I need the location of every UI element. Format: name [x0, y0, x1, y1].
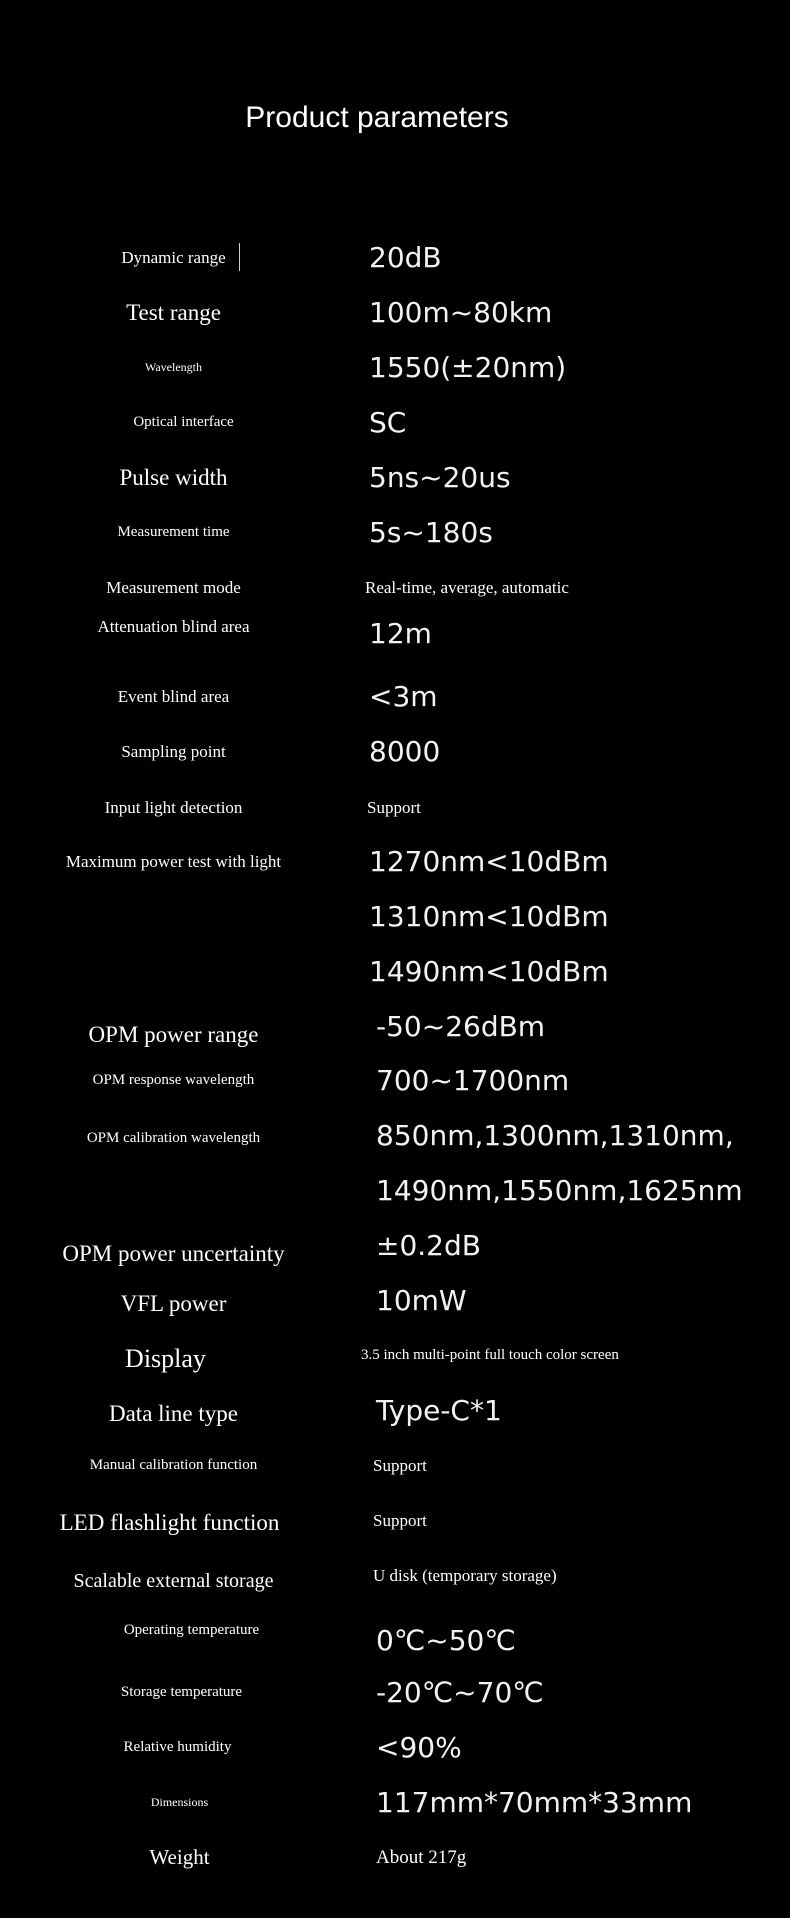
- table-row: [0, 1328, 790, 1383]
- param-value: 3.5 inch multi-point full touch color screen: [361, 1347, 619, 1363]
- param-value: 850nm,1300nm,1310nm,: [376, 1119, 734, 1152]
- page-title: Product parameters: [245, 101, 509, 134]
- param-value: Support: [373, 1456, 427, 1475]
- table-row: [0, 1493, 790, 1548]
- param-value: 10mW: [376, 1284, 467, 1317]
- param-value: 1490nm<10dBm: [369, 955, 609, 988]
- table-row: [0, 285, 790, 340]
- param-label: Wavelength: [144, 360, 202, 374]
- param-value: 117mm*70mm*33mm: [376, 1786, 693, 1819]
- param-value: 12m: [369, 617, 432, 650]
- table-row: [0, 1548, 790, 1603]
- param-label: Input light detection: [104, 798, 243, 817]
- table-row: [0, 1053, 790, 1108]
- param-label: Relative humidity: [123, 1739, 232, 1755]
- table-row: [0, 1438, 790, 1493]
- param-value: Type-C*1: [376, 1394, 502, 1427]
- param-label: Operating temperature: [123, 1622, 260, 1638]
- table-row: [0, 889, 790, 944]
- param-value: SC: [369, 406, 407, 439]
- table-row: [0, 780, 790, 835]
- param-label: Maximum power test with light: [65, 852, 282, 871]
- param-value: 0℃~50℃: [376, 1624, 516, 1657]
- table-row: [0, 1775, 790, 1830]
- table-row: [0, 1720, 790, 1775]
- param-label: [0, 889, 347, 944]
- param-label: OPM power range: [88, 1022, 259, 1047]
- param-label: Optical interface: [133, 414, 234, 430]
- param-label: OPM calibration wavelength: [86, 1130, 261, 1146]
- table-row: [0, 1665, 790, 1720]
- param-label: OPM response wavelength: [92, 1072, 255, 1088]
- table-row: [0, 1273, 790, 1328]
- param-label: Pulse width: [119, 465, 228, 490]
- param-value: About 217g: [376, 1847, 467, 1868]
- param-label: VFL power: [120, 1291, 227, 1316]
- param-label: Data line type: [108, 1401, 238, 1426]
- param-label: Sampling point: [121, 742, 226, 761]
- param-label: Manual calibration function: [89, 1457, 258, 1473]
- param-label: OPM power uncertainty: [62, 1241, 285, 1266]
- param-value: -20℃~70℃: [376, 1676, 544, 1709]
- param-label: Attenuation blind area: [97, 617, 250, 636]
- param-value: 1550(±20nm): [369, 351, 567, 384]
- param-value: Support: [373, 1511, 427, 1530]
- param-label: Scalable external storage: [73, 1570, 274, 1592]
- param-value: 5s~180s: [369, 516, 493, 549]
- param-value: <3m: [369, 680, 438, 713]
- table-row: [0, 340, 790, 395]
- table-row: [0, 944, 790, 999]
- param-value: Real-time, average, automatic: [365, 578, 569, 597]
- param-label: Weight: [149, 1845, 210, 1869]
- table-row: [0, 1830, 790, 1885]
- param-value: 1490nm,1550nm,1625nm: [376, 1174, 743, 1207]
- param-value: <90%: [376, 1731, 462, 1764]
- table-row: [0, 834, 790, 889]
- param-value: Support: [367, 798, 421, 817]
- table-row: [0, 230, 790, 285]
- param-label: Storage temperature: [120, 1684, 243, 1700]
- param-label: Display: [125, 1344, 206, 1373]
- param-value: 1310nm<10dBm: [369, 900, 609, 933]
- table-row: [0, 395, 790, 450]
- param-value: 700~1700nm: [376, 1064, 570, 1097]
- param-value: 1270nm<10dBm: [369, 845, 609, 878]
- table-row: [0, 1108, 790, 1163]
- table-row: [0, 1218, 790, 1273]
- param-label: Measurement time: [117, 524, 230, 540]
- table-row: [0, 1163, 790, 1218]
- param-value: U disk (temporary storage): [373, 1566, 557, 1585]
- param-label: [0, 944, 347, 999]
- param-label: Measurement mode: [106, 578, 241, 597]
- param-value: ±0.2dB: [376, 1229, 481, 1262]
- table-row: [0, 999, 790, 1054]
- param-label: Test range: [126, 300, 221, 325]
- param-label: [0, 1163, 347, 1218]
- table-row: [0, 1383, 790, 1438]
- param-value: -50~26dBm: [376, 1010, 546, 1043]
- param-label: Event blind area: [117, 687, 230, 706]
- table-row: [0, 606, 790, 661]
- param-label: Dynamic range: [121, 248, 226, 267]
- param-value: 8000: [369, 735, 441, 768]
- param-value: 5ns~20us: [369, 461, 511, 494]
- param-value: 100m~80km: [369, 296, 553, 329]
- table-row: [0, 505, 790, 560]
- param-label: LED flashlight function: [59, 1510, 280, 1535]
- param-value: 20dB: [369, 241, 442, 274]
- table-row: [0, 450, 790, 505]
- table-row: [0, 1603, 790, 1658]
- table-row: [0, 669, 790, 724]
- table-row: [0, 724, 790, 779]
- param-label: Dimensions: [150, 1795, 209, 1809]
